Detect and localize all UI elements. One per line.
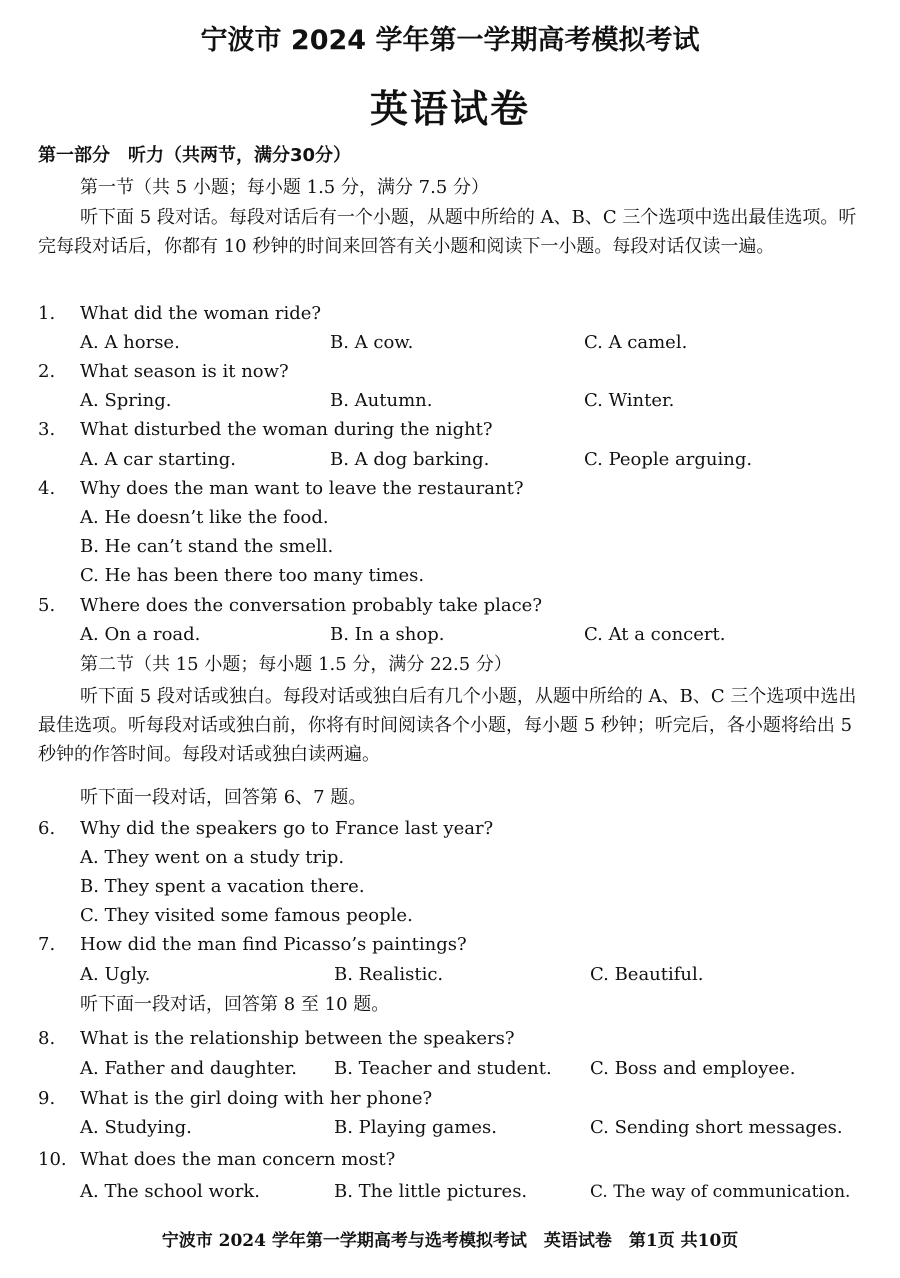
section2-instructions <box>38 682 858 769</box>
option-c: C. At a concert. <box>584 624 726 645</box>
section2-heading: 第二节（共 15 小题；每小题 1.5 分，满分 22.5 分） <box>80 654 512 675</box>
question-number: 6. <box>38 818 56 839</box>
question-number: 4. <box>38 478 56 499</box>
option-a: A. A horse. <box>80 332 180 353</box>
exam-subtitle: 英语试卷 <box>369 87 530 131</box>
question-text: What is the girl doing with her phone? <box>80 1088 433 1109</box>
option-b: B. A dog barking. <box>330 449 490 470</box>
option-c: C. People arguing. <box>584 449 753 470</box>
option-c: C. Sending short messages. <box>590 1117 843 1138</box>
option-b: B. They spent a vacation there. <box>80 876 365 897</box>
option-b: B. Autumn. <box>330 390 433 411</box>
question-text: Why does the man want to leave the restaurant? <box>80 478 524 499</box>
part1-heading: 第一部分 听力（共两节，满分30分） <box>38 145 352 166</box>
option-c: C. A camel. <box>584 332 688 353</box>
option-b: B. In a shop. <box>330 624 445 645</box>
question-text: What does the man concern most? <box>80 1149 396 1170</box>
option-b: B. Realistic. <box>334 964 444 985</box>
option-c: C. Beautiful. <box>590 964 704 985</box>
option-c: C. They visited some famous people. <box>80 905 413 926</box>
listening-note: 听下面一段对话，回答第 6、7 题。 <box>80 787 367 808</box>
question-number: 3. <box>38 419 56 440</box>
exam-title: 宁波市 2024 学年第一学期高考模拟考试 <box>200 25 700 56</box>
option-c: C. The way of communication. <box>590 1182 851 1202</box>
option-a: A. Spring. <box>80 390 172 411</box>
question-text: What did the woman ride? <box>80 303 322 324</box>
option-a: A. A car starting. <box>80 449 236 470</box>
option-a: A. The school work. <box>80 1181 260 1202</box>
question-number: 2. <box>38 361 56 382</box>
section1-instructions <box>38 203 858 261</box>
option-b: B. Playing games. <box>334 1117 497 1138</box>
option-a: A. They went on a study trip. <box>80 847 345 868</box>
question-number: 5. <box>38 595 56 616</box>
question-text: What season is it now? <box>80 361 289 382</box>
option-c: C. Boss and employee. <box>590 1058 796 1079</box>
option-a: A. On a road. <box>80 624 201 645</box>
option-b: B. He can’t stand the smell. <box>80 536 334 557</box>
option-a: A. He doesn’t like the food. <box>80 507 329 528</box>
option-a: A. Father and daughter. <box>80 1058 298 1079</box>
question-number: 9. <box>38 1088 56 1109</box>
section1-heading: 第一节（共 5 小题；每小题 1.5 分，满分 7.5 分） <box>80 177 490 198</box>
option-c: C. Winter. <box>584 390 675 411</box>
question-number: 10. <box>38 1149 67 1170</box>
question-text: Where does the conversation probably take place? <box>80 595 542 616</box>
option-c: C. He has been there too many times. <box>80 565 425 586</box>
option-a: A. Studying. <box>80 1117 192 1138</box>
option-b: B. Teacher and student. <box>334 1058 552 1079</box>
option-b: B. The little pictures. <box>334 1181 528 1202</box>
question-text: How did the man find Picasso’s paintings? <box>80 934 467 955</box>
option-a: A. Ugly. <box>80 964 151 985</box>
listening-note: 听下面一段对话，回答第 8 至 10 题。 <box>80 994 390 1015</box>
question-number: 7. <box>38 934 56 955</box>
option-b: B. A cow. <box>330 332 414 353</box>
question-text: What disturbed the woman during the night? <box>80 419 493 440</box>
question-text: What is the relationship between the speakers? <box>80 1028 515 1049</box>
section2-instructions-text: 听下面 5 段对话或独白。每段对话或独白后有几个小题，从题中所给的 A、B、C 三个选项中选出最佳选项。听每段对话或独白前，你将有时间阅读各个小题，每小题 5 秒钟；听完后，各小题将给出 5 秒钟的作答时间。每段对话或独白读两遍。 <box>38 686 857 765</box>
question-number: 8. <box>38 1028 56 1049</box>
section1-instructions-text: 听下面 5 段对话。每段对话后有一个小题，从题中所给的 A、B、C 三个选项中选出最佳选项。听完每段对话后，你都有 10 秒钟的时间来回答有关小题和阅读下一小题。每段对话仅读一遍。 <box>38 207 857 257</box>
question-number: 1. <box>38 303 56 324</box>
page-footer: 宁波市 2024 学年第一学期高考与选考模拟考试 英语试卷 第1页 共10页 <box>161 1231 739 1251</box>
question-text: Why did the speakers go to France last year? <box>80 818 494 839</box>
